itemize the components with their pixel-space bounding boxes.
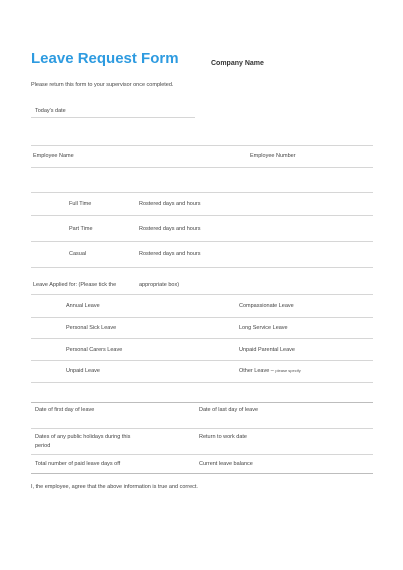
divider — [31, 192, 373, 193]
leave-type-other-label: Other Leave – — [239, 368, 274, 374]
rostered-days-hours-label: Rostered days and hours — [139, 251, 201, 257]
divider — [31, 241, 373, 242]
divider — [31, 402, 373, 403]
leave-type-personal-sick[interactable]: Personal Sick Leave — [66, 325, 117, 331]
form-title: Leave Request Form — [31, 50, 179, 67]
leave-applied-suffix: appropriate box) — [139, 282, 180, 288]
divider — [31, 338, 373, 339]
employment-type-casual[interactable]: Casual — [69, 251, 87, 257]
leave-type-unpaid-parental[interactable]: Unpaid Parental Leave — [239, 347, 295, 353]
divider — [31, 215, 373, 216]
leave-type-other[interactable] — [239, 368, 301, 374]
leave-type-annual[interactable]: Annual Leave — [66, 303, 100, 309]
leave-type-unpaid[interactable]: Unpaid Leave — [66, 368, 100, 374]
divider — [31, 317, 373, 318]
agreement-text: I, the employee, agree that the above information is true and correct. — [31, 484, 198, 490]
company-name: Company Name — [211, 60, 264, 67]
rostered-days-hours-label: Rostered days and hours — [139, 226, 201, 232]
return-date-label: Return to work date — [199, 434, 247, 440]
leave-type-personal-carers[interactable]: Personal Carers Leave — [66, 347, 123, 353]
public-holidays-label: Dates of any public holidays during this — [35, 434, 131, 440]
rostered-days-hours-label: Rostered days and hours — [139, 201, 201, 207]
divider — [31, 473, 373, 474]
divider — [31, 294, 373, 295]
leave-type-long-service[interactable]: Long Service Leave — [239, 325, 288, 331]
please-specify-label: please specify — [275, 368, 301, 373]
first-day-label: Date of first day of leave — [35, 407, 95, 413]
divider — [31, 167, 373, 168]
employment-type-full-time[interactable]: Full Time — [69, 201, 92, 207]
todays-date-line — [31, 117, 195, 118]
leave-balance-label: Current leave balance — [199, 461, 253, 467]
leave-type-compassionate[interactable]: Compassionate Leave — [239, 303, 294, 309]
divider — [31, 454, 373, 455]
employee-number-label: Employee Number — [250, 153, 296, 159]
divider — [31, 360, 373, 361]
divider — [31, 428, 373, 429]
last-day-label: Date of last day of leave — [199, 407, 259, 413]
employee-name-label: Employee Name — [33, 153, 74, 159]
divider — [31, 145, 373, 146]
divider — [31, 267, 373, 268]
todays-date-label: Today's date — [35, 108, 66, 114]
paid-days-label: Total number of paid leave days off — [35, 461, 121, 467]
employment-type-part-time[interactable]: Part Time — [69, 226, 93, 232]
public-holidays-label-cont: period — [35, 443, 51, 449]
divider — [31, 382, 373, 383]
leave-applied-label: Leave Applied for: (Please tick the — [33, 282, 117, 288]
instructions-text: Please return this form to your supervisor once completed. — [31, 82, 174, 88]
